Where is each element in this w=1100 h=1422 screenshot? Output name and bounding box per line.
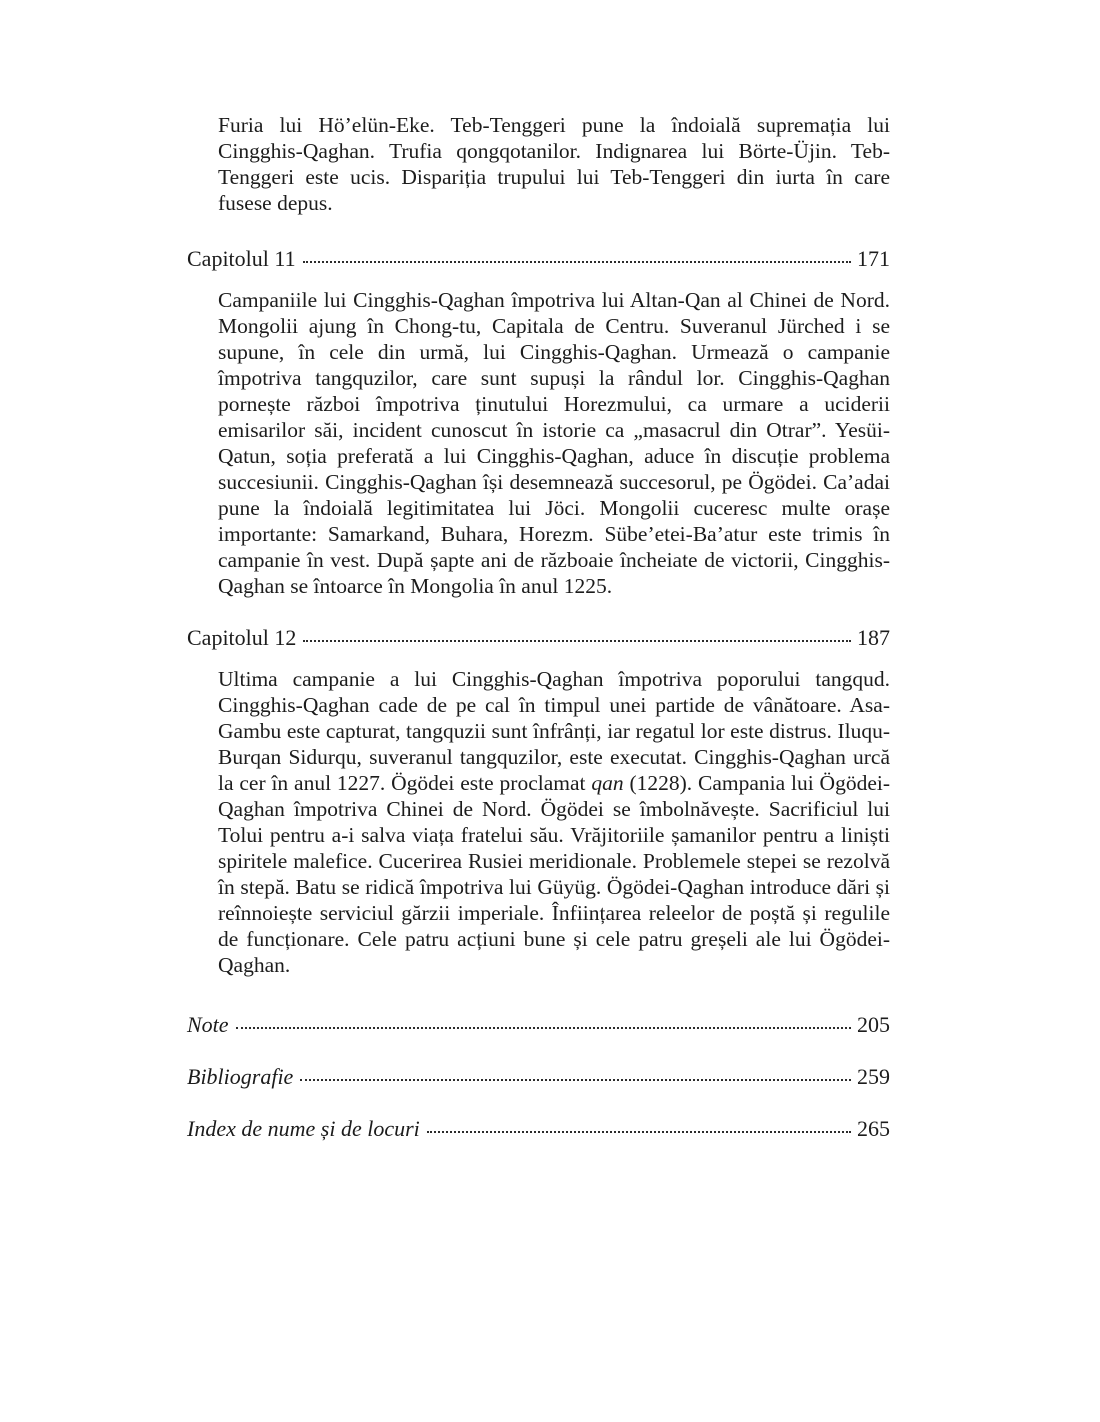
toc-entry-chapter-11 (187, 246, 890, 599)
chapter-11-title: Capitolul 11 (187, 246, 296, 271)
previous-chapter-summary: Furia lui Hö’elün-Eke. Teb-Tenggeri pune la îndoială supremația lui Cingghis-Qaghan. Trufia qongqotanilor. Indignarea lui Börte-Üjin. Teb-Tenggeri este ucis. Dispariția trupului lui Teb-Tenggeri din iurta în care fusese depus. (218, 113, 890, 215)
chapter-12-title: Capitolul 12 (187, 625, 297, 650)
dot-leader (303, 640, 851, 642)
dot-leader (236, 1027, 851, 1029)
chapter-12-summary: Ultima campanie a lui Cingghis-Qaghan împotriva poporului tangqud. Cingghis-Qaghan cade de pe cal în timpul unei partide de vânătoare. Asa-Gambu este capturat, tangquzii sunt înfrânți, iar regatul lor este distrus. Iluqu-Burqan Sidurqu, suveranul tangquzilor, este executat. Cingghis-Qaghan urcă la cer în anul 1227. Ögödei este proclamat qan (1228). Campania lui Ögödei-Qaghan împotriva Chinei de Nord. Ögödei se îmbolnăvește. Sacrificiul lui Tolui pentru a-i salva viața fratelui său. Vrăjitoriile șamanilor pentru a liniști spiritele malefice. Cucerirea Rusiei meridionale. Problemele stepei se rezolvă în stepă. Batu se ridică împotriva lui Güyüg. Ögödei-Qaghan introduce dări și reînnoiește serviciul gărzii imperiale. Înființarea releelor de poștă și regulile de funcționare. Cele patru acțiuni bune și cele patru greșeli ale lui Ögödei-Qaghan. (218, 667, 890, 977)
notes-page-number: 205 (857, 1012, 890, 1037)
notes-title: Note (187, 1012, 229, 1037)
index-title: Index de nume și de locuri (187, 1116, 420, 1141)
table-of-contents (187, 112, 890, 1142)
toc-line-chapter-11 (187, 246, 890, 272)
index-page-number: 265 (857, 1116, 890, 1141)
toc-line-bibliography (187, 1064, 890, 1090)
toc-line-notes (187, 1012, 890, 1038)
dot-leader (303, 261, 851, 263)
dot-leader (300, 1079, 851, 1081)
toc-line-chapter-12 (187, 625, 890, 651)
dot-leader (427, 1131, 851, 1133)
bibliography-title: Bibliografie (187, 1064, 294, 1089)
chapter-12-page-number: 187 (857, 625, 890, 650)
toc-line-index (187, 1116, 890, 1142)
chapter-11-summary: Campaniile lui Cingghis-Qaghan împotriva lui Altan-Qan al Chinei de Nord. Mongolii ajung în Chong-tu, Capitala de Centru. Suveranul Jürched i se supune, în cele din urmă, lui Cingghis-Qaghan. Urmează o campanie împotriva tangquzilor, care sunt supuși la rândul lor. Cingghis-Qaghan pornește război împotriva ținutului Horezmului, ca urmare a uciderii emisarilor săi, incident cunoscut în istorie ca „masacrul din Otrar”. Yesüi-Qatun, soția preferată a lui Cingghis-Qaghan, aduce în discuție problema succesiunii. Cingghis-Qaghan își desemnează succesorul, pe Ögödei. Ca’adai pune la îndoială legitimitatea lui Jöci. Mongolii cuceresc multe orașe importante: Samarkand, Buhara, Horezm. Sübe’etei-Ba’atur este trimis în campanie în vest. După șapte ani de războaie încheiate de victorii, Cingghis-Qaghan se întoarce în Mongolia în anul 1225. (218, 288, 890, 598)
chapter-11-page-number: 171 (857, 246, 890, 271)
toc-entry-chapter-12 (187, 625, 890, 978)
bibliography-page-number: 259 (857, 1064, 890, 1089)
